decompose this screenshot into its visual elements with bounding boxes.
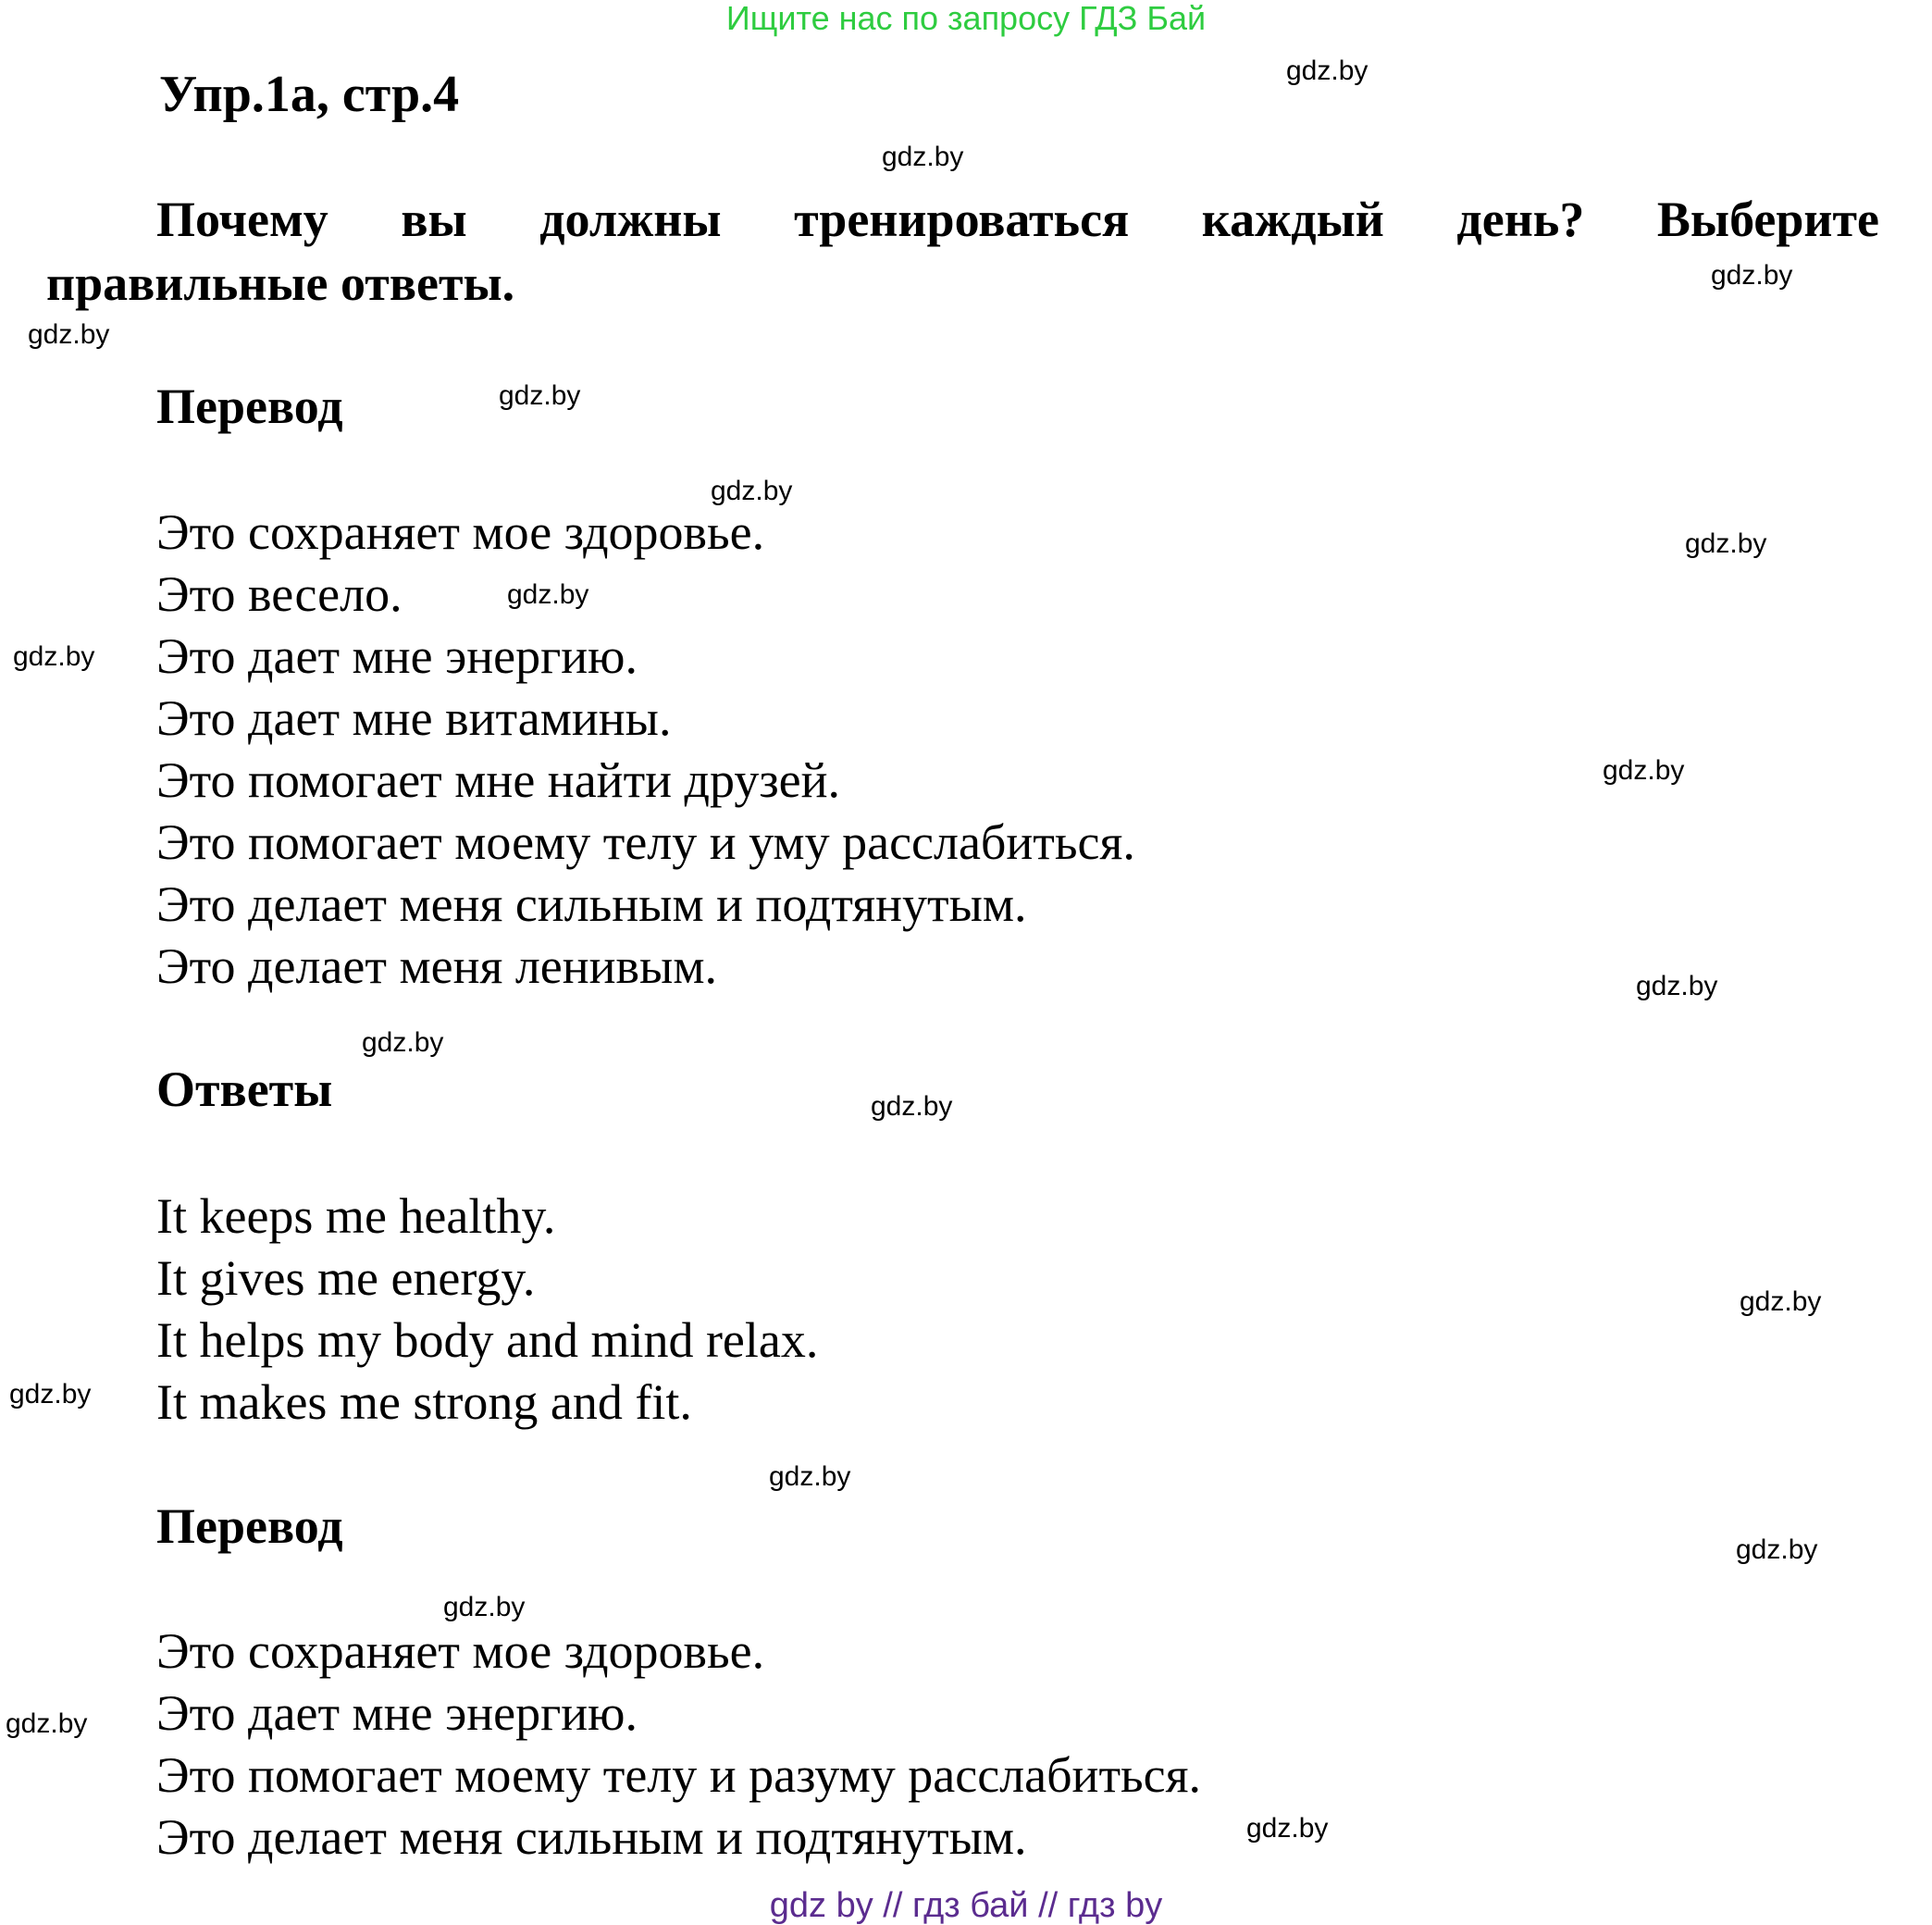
watermark: gdz.by [711, 476, 793, 506]
watermark: gdz.by [1736, 1534, 1818, 1565]
watermark: gdz.by [1603, 755, 1685, 786]
watermark: gdz.by [9, 1379, 92, 1410]
watermark: gdz.by [499, 380, 581, 411]
watermark: gdz.by [1685, 528, 1767, 559]
answer-translation-line: Это помогает моему телу и разуму расслабиться. [156, 1747, 1201, 1803]
answer-translation-line: Это сохраняет мое здоровье. [156, 1623, 765, 1679]
answer-line: It gives me energy. [156, 1250, 536, 1306]
watermark: gdz.by [13, 641, 95, 672]
answers-heading: Ответы [156, 1062, 333, 1117]
answer-line: It keeps me healthy. [156, 1188, 556, 1244]
translation-heading: Перевод [156, 379, 343, 434]
translation-line: Это помогает мне найти друзей. [156, 752, 841, 808]
footer-watermark: gdz by // гдз бай // гдз by [769, 1886, 1163, 1925]
watermark: gdz.by [6, 1708, 88, 1739]
exercise-title: Упр.1а, стр.4 [159, 66, 460, 123]
watermark: gdz.by [871, 1091, 953, 1122]
translation-line: Это сохраняет мое здоровье. [156, 504, 765, 560]
watermark: gdz.by [882, 142, 964, 172]
answer-translation-line: Это дает мне энергию. [156, 1685, 638, 1741]
translation-line: Это весело. [156, 566, 402, 622]
translation-heading: Перевод [156, 1498, 343, 1554]
watermark: gdz.by [1286, 56, 1368, 86]
watermark: gdz.by [769, 1461, 851, 1492]
translation-line: Это дает мне витамины. [156, 690, 672, 746]
answer-translation-line: Это делает меня сильным и подтянутым. [156, 1809, 1027, 1865]
translation-line: Это помогает моему телу и уму расслабиться. [156, 814, 1135, 870]
watermark: gdz.by [1246, 1813, 1329, 1844]
watermark: gdz.by [1740, 1286, 1822, 1317]
task-prompt-line-1: Почему вы должны тренироваться каждый день? Выберите [156, 192, 1879, 247]
watermark: gdz.by [507, 579, 589, 610]
watermark: gdz.by [443, 1592, 526, 1622]
watermark: gdz.by [362, 1027, 444, 1058]
translation-line: Это делает меня ленивым. [156, 938, 717, 994]
answer-line: It helps my body and mind relax. [156, 1312, 819, 1368]
search-banner: Ищите нас по запросу ГДЗ Бай [725, 0, 1207, 37]
watermark: gdz.by [1636, 971, 1718, 1001]
translation-line: Это дает мне энергию. [156, 628, 638, 684]
task-prompt-line-2: правильные ответы. [46, 255, 515, 311]
translation-line: Это делает меня сильным и подтянутым. [156, 876, 1027, 932]
watermark: gdz.by [28, 319, 110, 350]
answer-line: It makes me strong and fit. [156, 1374, 692, 1430]
watermark: gdz.by [1711, 260, 1793, 291]
